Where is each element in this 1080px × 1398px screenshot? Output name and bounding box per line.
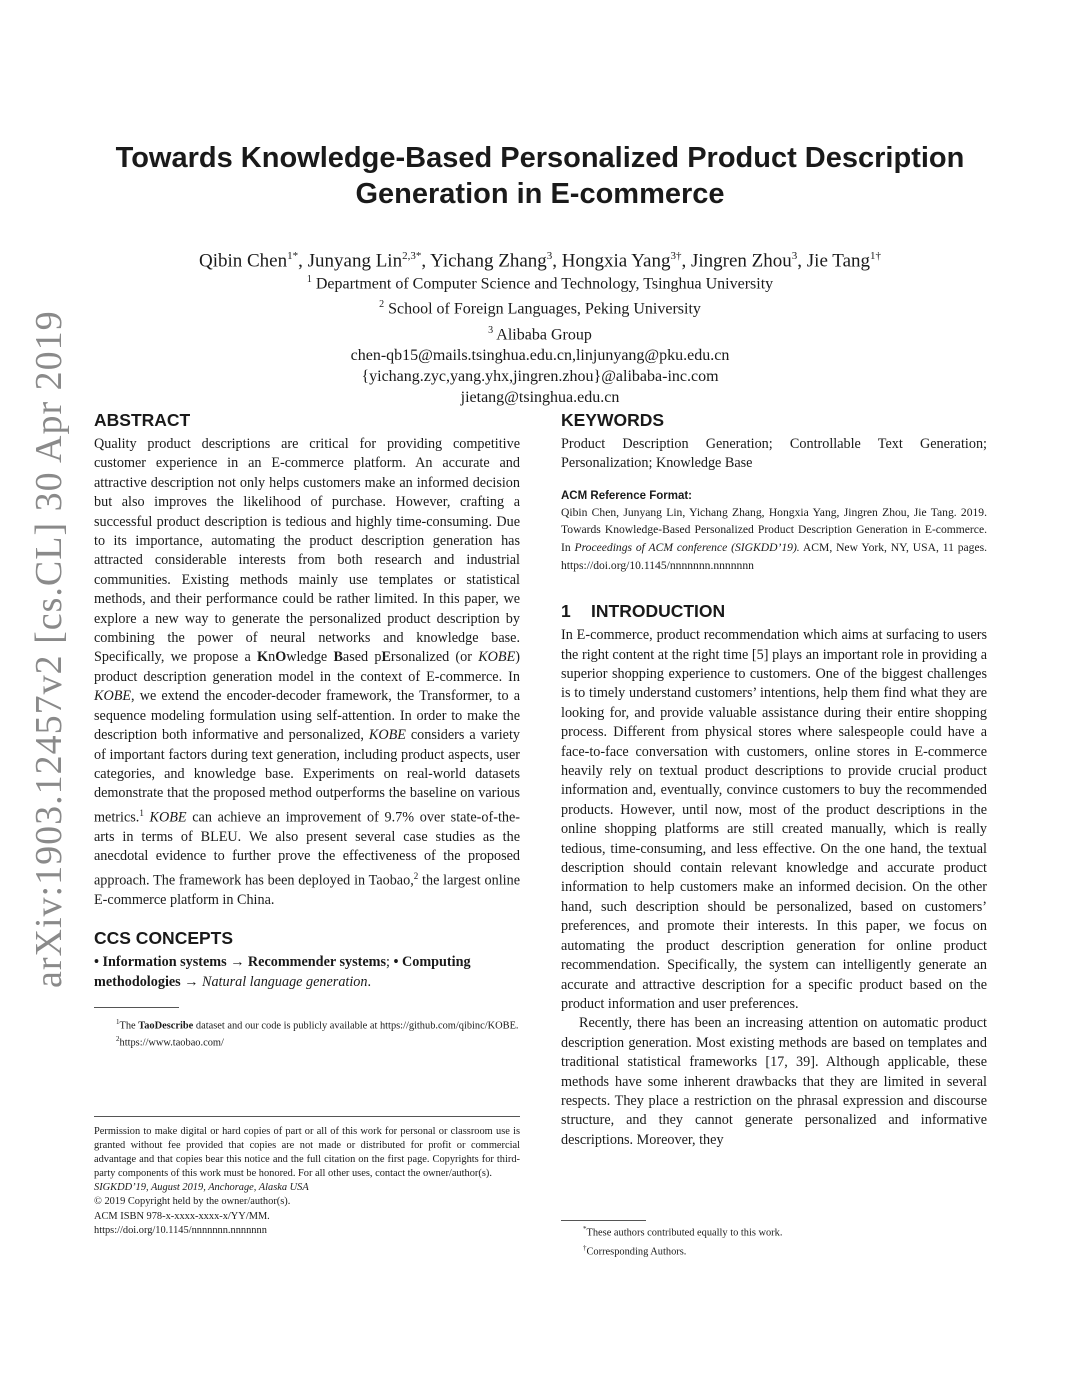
acm-ref-part: Qibin Chen, Junyang Lin, Yichang Zhang, Hongxia Yang, Jingren Zhou, Jie Tang. 2019. Towards Knowledge-Based Personalized Product Description Generation in E-commerce. In xyxy=(561,505,987,554)
affiliation-line xyxy=(60,269,1020,294)
kobe-letter: O xyxy=(275,649,287,666)
permission-text: Permission to make digital or hard copies of part or all of this work for personal or classroom use is granted without fee provided that copies are not made or distributed for profit or commercial advantage and that copies bear this notice and the full citation on the first page. Copyrights for third-party components of this work must be honored. For all other uses, contact the owner/author(s). xyxy=(94,1126,520,1180)
author-name: Junyang Lin xyxy=(307,250,403,272)
kobe-name: KOBE xyxy=(94,688,132,705)
ccs-concept-italic: Natural language generation xyxy=(201,973,368,990)
footnote-text[interactable]: dataset and our code is publicly available at https://github.com/qibinc/KOBE. xyxy=(193,1020,519,1032)
kobe-letter: K xyxy=(257,649,269,666)
keywords-text: Product Description Generation; Controllable Text Generation; Personalization; Knowledge Base xyxy=(561,436,987,472)
abstract-part: wledge xyxy=(286,649,334,666)
kobe-letter: E xyxy=(381,649,391,666)
abstract-part: n xyxy=(268,649,276,666)
author-sup: 3 xyxy=(546,250,553,262)
equal-contribution-note xyxy=(561,1223,987,1240)
acm-ref-italic: Proceedings of ACM conference (SIGKDD’19). xyxy=(574,541,800,554)
author-list: Qibin Chen$^{1*}$, Junyang Lin$^{2,3*}$, Yichang Zhang$^3$, Hongxia Yang$^{3\dagger}$, Jingren Zhou$^3$, Jie Tang$^{1\dagger}$ xyxy=(198,250,882,272)
abstract-text xyxy=(94,435,520,910)
author-sup: 3† xyxy=(670,250,682,262)
keywords-heading: KEYWORDS xyxy=(561,410,665,430)
permission-rule xyxy=(94,1116,520,1117)
abstract-part: , we extend the encoder-decoder framework, the Transformer, to a sequence modeling formulation using self-attention. In order to make the description both informative and personalized, xyxy=(94,688,520,744)
venue-text: SIGKDD’19, August 2019, Anchorage, Alaska USA xyxy=(94,1182,309,1194)
affiliations xyxy=(60,269,1020,408)
affiliation-text: School of Foreign Languages, Peking University xyxy=(388,300,701,318)
right-column xyxy=(561,408,988,1258)
ccs-end: . xyxy=(367,973,372,990)
ccs-text xyxy=(94,953,520,992)
affiliation-text: Alibaba Group xyxy=(496,325,592,343)
email-line: chen-qb15@mails.tsinghua.edu.cn,linjunyang@pku.edu.cn xyxy=(350,346,730,364)
abstract-part: ) product description generation model in the context of E-commerce. In xyxy=(94,649,520,685)
permission-block xyxy=(94,1116,520,1238)
affiliation-text: Department of Computer Science and Technology, Tsinghua University xyxy=(315,275,774,293)
kobe-name: KOBE xyxy=(149,809,187,826)
author-name: Jingren Zhou xyxy=(690,250,792,272)
abstract-heading: ABSTRACT xyxy=(94,410,191,430)
author-sup: 2,3* xyxy=(402,250,422,262)
ccs-heading: CCS CONCEPTS xyxy=(94,928,234,949)
abstract-part: rsonalized (or xyxy=(390,649,479,666)
arxiv-stamp: arXiv:1903.12457v2 [cs.CL] 30 Apr 2019 xyxy=(28,310,70,988)
intro-paragraph-1: In E-commerce, product recommendation which aims at surfacing to users the right content at the right time [5] plays an important role in providing a superior shopping experience to customers. One of the biggest challenges is to timely understand customers’ intentions, help them find what they are looking for, and provide valuable assistance during their entire shopping process. Different from physical stores where salespeople could have a face-to-face conversation with customers, online stores in E-commerce heavily rely on textual product descriptions to provide crucial product information and, eventually, convince customers to buy the recommended products. However, until now, most of the product descriptions in the online shopping platforms are still created manually, which is really tedious, time-consuming, and less effective. On the one hand, the textual description should contain relevant knowledge and accurate product information to help customers make an informed decision. On the other hand, such description should be personalized, based on customers’ preferences, and promote their interests. In this paper, we focus on automating the product description generation for online product recommendation. Specifically, the system can intelligently generate an accurate and attractive description for a specific product based on the product information and user preferences. xyxy=(561,627,987,1012)
kobe-name: KOBE xyxy=(368,727,406,744)
corresponding-note xyxy=(561,1242,987,1259)
ccs-concept: • Computing methodologies xyxy=(94,954,471,990)
author-name: Jie Tang xyxy=(806,250,871,272)
email-line: jietang@tsinghua.edu.cn xyxy=(460,388,620,406)
footnote-mark: † xyxy=(583,1243,587,1252)
abstract-part: considers a variety of important factors during text generation, including product aspects, user categories, and knowledge base. Experiments on real-world datasets demonstrate that the proposed method outperforms the baseline on various metrics. xyxy=(94,727,520,826)
footnote-text: The xyxy=(119,1020,139,1032)
author-sup: 3 xyxy=(791,250,798,262)
footnote-text: Corresponding Authors. xyxy=(586,1246,687,1258)
footnote-text: These authors contributed equally to this work. xyxy=(586,1227,783,1239)
affiliation-line xyxy=(60,320,1020,345)
author-sup: 1* xyxy=(287,250,299,262)
footnote-link[interactable]: https://www.taobao.com/ xyxy=(119,1037,224,1049)
doi-text[interactable]: https://doi.org/10.1145/nnnnnnn.nnnnnnn xyxy=(94,1224,267,1236)
acm-ref-part: ACM, New York, NY, USA, 11 pages. https://doi.org/10.1145/nnnnnnn.nnnnnnn xyxy=(561,541,988,572)
section-number: 1 xyxy=(561,601,571,622)
paper-title xyxy=(60,140,1020,212)
author-sup: 1† xyxy=(870,250,882,262)
footnote-2 xyxy=(94,1033,520,1050)
footnote-rule xyxy=(94,1007,179,1008)
author-name: Hongxia Yang xyxy=(561,250,671,272)
author-name: Yichang Zhang xyxy=(430,250,547,272)
footnote-ref[interactable]: 1 xyxy=(139,807,144,818)
intro-paragraph-2: Recently, there has been an increasing attention on automatic product description generation. Most existing methods are based on templates and traditional statistical frameworks [17, 39]. Although applicable, these methods have some inherent drawbacks that they are limited in several respects. They place a restriction on the phrasal expression and discourse structure, and they cannot generate personalized and informative descriptions. Moreover, they xyxy=(561,1015,987,1148)
abstract-part: the largest online E-commerce platform in China. xyxy=(94,872,521,908)
footnote-mark: * xyxy=(583,1225,587,1233)
ccs-concept: • Information systems → Recommender systems xyxy=(94,954,386,971)
author-footnotes xyxy=(561,1223,987,1258)
kobe-letter: B xyxy=(333,649,343,666)
ccs-arrow: → xyxy=(180,973,202,990)
footnote-mark: 2 xyxy=(116,1034,120,1043)
ccs-sep: ; xyxy=(385,954,394,971)
footnote-ref[interactable]: 2 xyxy=(413,870,419,881)
email-line: {yichang.zyc,yang.yhx,jingren.zhou}@alibaba-inc.com xyxy=(361,367,719,385)
footnote-bold: TaoDescribe xyxy=(138,1020,194,1032)
affiliation-line xyxy=(60,294,1020,319)
acm-ref-heading: ACM Reference Format: xyxy=(561,489,692,502)
footnote-rule-right xyxy=(561,1220,646,1221)
footnote-mark: 1 xyxy=(116,1018,120,1027)
isbn-text: ACM ISBN 978-x-xxxx-xxxx-x/YY/MM. xyxy=(94,1210,270,1222)
affiliation-sup: 2 xyxy=(379,299,385,311)
kobe-name: KOBE xyxy=(478,649,516,666)
affiliation-sup: 1 xyxy=(306,274,312,285)
footnote-1 xyxy=(94,1016,520,1033)
left-column xyxy=(94,408,521,1236)
affiliation-sup: 3 xyxy=(488,324,494,336)
abstract-part: ased p xyxy=(342,649,382,666)
author-name: Qibin Chen xyxy=(198,250,288,272)
copyright-text: © 2019 Copyright held by the owner/author(s). xyxy=(94,1196,291,1208)
acm-ref-text xyxy=(561,504,987,574)
intro-heading xyxy=(561,599,987,623)
abstract-part: can achieve an improvement of 9.7% over state-of-the-arts in terms of BLEU. We also present several case studies as the anecdotal evidence to further prove the effectiveness of the proposed approach. The framework has been deployed in Taobao, xyxy=(94,809,520,889)
section-title: INTRODUCTION xyxy=(591,601,726,622)
title-line-1: Towards Knowledge-Based Personalized Product Description xyxy=(115,142,965,174)
abstract-part: Quality product descriptions are critical for providing competitive customer experience in an E-commerce platform. An accurate and attractive description not only helps customers make an informed decision but also improves the likelihood of purchase. However, crafting a successful product description is tedious and highly time-consuming. Due to its importance, automating the product description generation has attracted considerable interests from both research and industrial communities. Existing methods mainly use templates or statistical methods, and their performance could be rather limited. In this paper, we explore a new way to generate the personalized product description by combining the power of neural networks and knowledge base. Specifically, we propose a xyxy=(94,436,520,666)
title-line-2: Generation in E-commerce xyxy=(355,178,725,210)
